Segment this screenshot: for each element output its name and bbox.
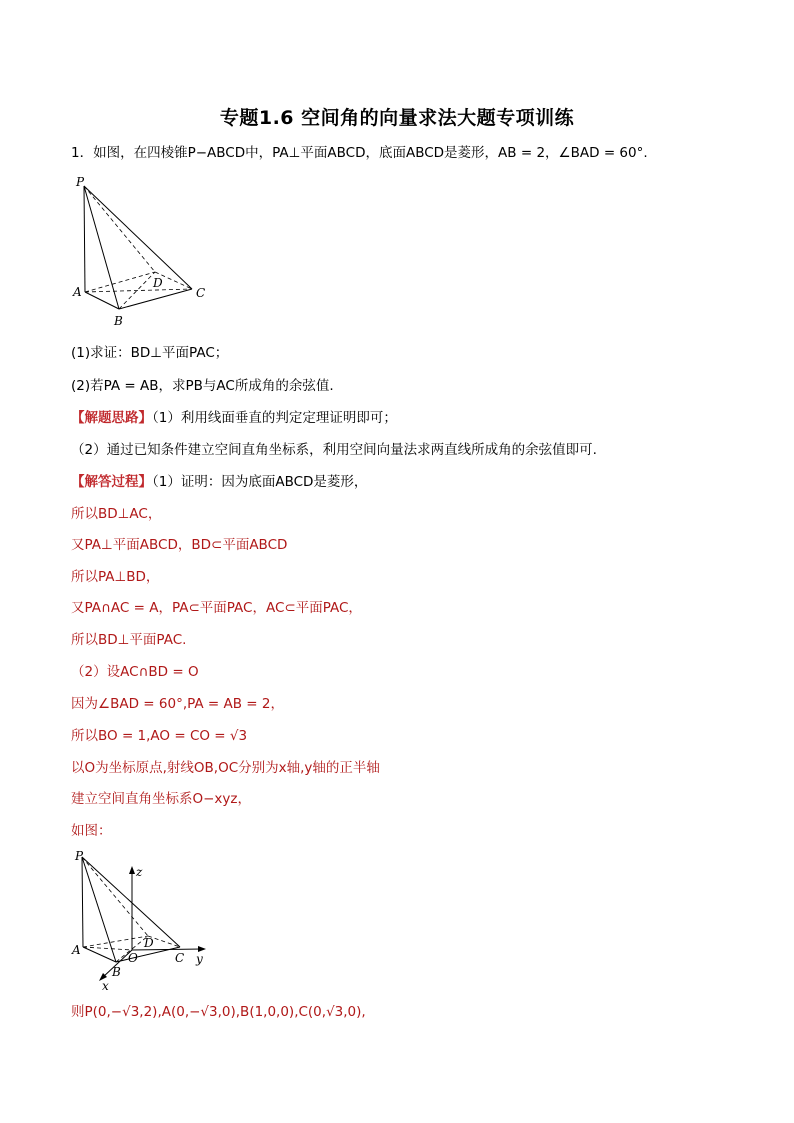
part2-step: 所以BO = 1,AO = CO = √3 bbox=[71, 728, 248, 744]
label-y: y bbox=[196, 952, 203, 966]
edge-ab bbox=[83, 947, 116, 962]
edge-ad bbox=[85, 272, 155, 292]
thinking-tag: 【解题思路】 bbox=[71, 410, 152, 426]
diag-ac bbox=[83, 947, 132, 950]
solution-step: 所以BD⊥AC， bbox=[71, 506, 162, 522]
edge-ad bbox=[83, 936, 148, 947]
solution-tag: 【解答过程】 bbox=[71, 474, 152, 490]
label-d: D bbox=[144, 936, 154, 950]
label-p: P bbox=[75, 849, 84, 863]
label-x: x bbox=[102, 979, 109, 993]
edge-pc bbox=[84, 186, 192, 289]
part2-step: 建立空间直角坐标系O−xyz， bbox=[71, 791, 252, 807]
label-c: C bbox=[196, 286, 206, 300]
edge-ab bbox=[85, 292, 119, 309]
pyramid-figure bbox=[62, 172, 222, 332]
label-p: P bbox=[76, 175, 85, 189]
label-z: z bbox=[136, 865, 143, 879]
edge-bc bbox=[119, 289, 192, 309]
edge-pb bbox=[84, 186, 119, 309]
thinking-line1 bbox=[71, 409, 397, 427]
part2-step: 如图： bbox=[71, 823, 112, 839]
label-a: A bbox=[73, 285, 82, 299]
part2-intro: （2）设AC∩BD = O bbox=[71, 664, 199, 680]
label-o: O bbox=[128, 951, 138, 965]
label-b: B bbox=[112, 965, 121, 979]
solution-step: 又PA⊥平面ABCD，BD⊂平面ABCD bbox=[71, 537, 288, 553]
edge-pd bbox=[84, 186, 155, 272]
label-b: B bbox=[114, 314, 123, 328]
problem-statement: 1．如图，在四棱锥P−ABCD中，PA⊥平面ABCD，底面ABCD是菱形，AB = 2，∠BAD = 60°. bbox=[71, 145, 648, 161]
question-part1: (1)求证：BD⊥平面PAC； bbox=[71, 345, 229, 361]
solution-intro-text: （1）证明：因为底面ABCD是菱形， bbox=[152, 474, 368, 490]
y-axis bbox=[132, 949, 202, 950]
coordinate-figure bbox=[62, 846, 222, 996]
part2-step: 因为∠BAD = 60°,PA = AB = 2， bbox=[71, 696, 284, 712]
page-title: 专题1.6 空间角的向量求法大题专项训练 bbox=[219, 107, 575, 129]
solution-step: 所以BD⊥平面PAC. bbox=[71, 632, 187, 648]
thinking-line2: （2）通过已知条件建立空间直角坐标系，利用空间向量法求两直线所成角的余弦值即可. bbox=[71, 442, 597, 458]
part2-step: 以O为坐标原点,射线OB,OC分别为x轴,y轴的正半轴 bbox=[71, 760, 380, 776]
label-c: C bbox=[175, 951, 185, 965]
thinking-text1: （1）利用线面垂直的判定定理证明即可； bbox=[152, 410, 397, 426]
label-a: A bbox=[72, 943, 81, 957]
solution-step: 又PA∩AC = A，PA⊂平面PAC，AC⊂平面PAC， bbox=[71, 600, 362, 616]
solution-step: 所以PA⊥BD， bbox=[71, 569, 160, 585]
label-d: D bbox=[153, 276, 163, 290]
z-arrow bbox=[129, 866, 135, 874]
edge-pa bbox=[82, 857, 83, 947]
question-part2: (2)若PA = AB，求PB与AC所成角的余弦值. bbox=[71, 378, 334, 394]
coordinates: 则P(0,−√3,2),A(0,−√3,0),B(1,0,0),C(0,√3,0), bbox=[71, 1004, 366, 1020]
edge-pa bbox=[84, 186, 85, 292]
diag-ac bbox=[85, 289, 192, 292]
solution-intro bbox=[71, 473, 367, 491]
